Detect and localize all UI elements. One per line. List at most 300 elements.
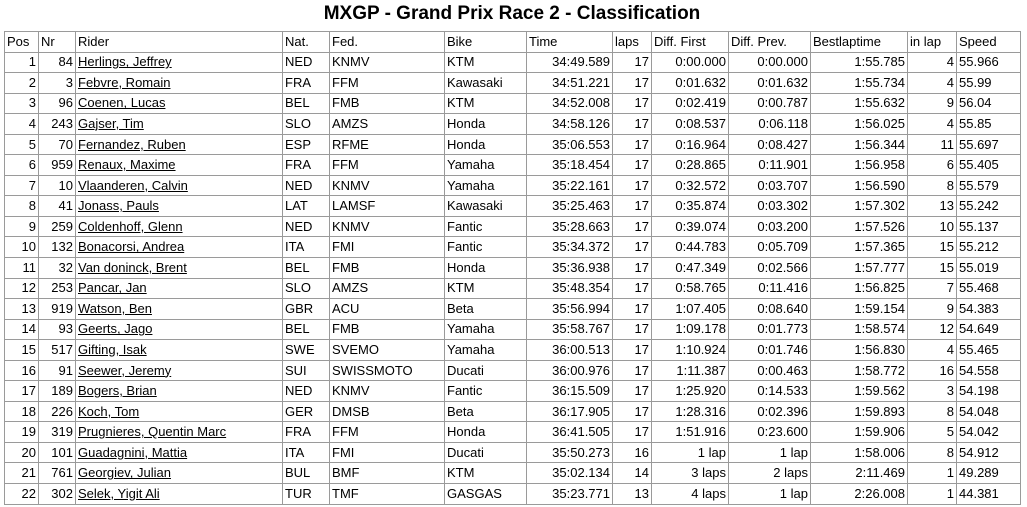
pos-cell: 11 — [5, 258, 39, 279]
laps-cell: 17 — [613, 422, 652, 443]
bike-cell: Fantic — [445, 237, 527, 258]
time-cell: 36:15.509 — [527, 381, 613, 402]
diff-prev-cell: 0:01.746 — [729, 340, 811, 361]
rider-link[interactable]: Bonacorsi, Andrea — [78, 239, 185, 255]
col-header-bike: Bike — [445, 32, 527, 53]
table-row — [5, 258, 1021, 279]
bike-cell: Ducati — [445, 442, 527, 463]
nr-cell: 517 — [39, 340, 76, 361]
diff-prev-cell: 1 lap — [729, 484, 811, 505]
nat-cell: NED — [283, 175, 330, 196]
diff-prev-cell: 0:08.427 — [729, 134, 811, 155]
bestlaptime-cell: 1:55.785 — [811, 52, 908, 73]
rider-cell — [76, 93, 283, 114]
in-lap-cell: 11 — [908, 134, 957, 155]
fed-cell: FFM — [330, 422, 445, 443]
rider-link[interactable]: Georgiev, Julian — [78, 465, 171, 481]
laps-cell: 17 — [613, 216, 652, 237]
col-header-rider: Rider — [76, 32, 283, 53]
nr-cell: 226 — [39, 401, 76, 422]
laps-cell: 17 — [613, 299, 652, 320]
bike-cell: Yamaha — [445, 340, 527, 361]
laps-cell: 16 — [613, 442, 652, 463]
pos-cell: 4 — [5, 114, 39, 135]
nr-cell: 3 — [39, 73, 76, 94]
laps-cell: 17 — [613, 93, 652, 114]
in-lap-cell: 7 — [908, 278, 957, 299]
diff-first-cell: 1:07.405 — [652, 299, 729, 320]
diff-first-cell: 0:02.419 — [652, 93, 729, 114]
rider-cell — [76, 134, 283, 155]
bike-cell: KTM — [445, 278, 527, 299]
rider-link[interactable]: Watson, Ben — [78, 300, 152, 316]
speed-cell: 55.99 — [957, 73, 1021, 94]
table-row — [5, 442, 1021, 463]
nr-cell: 70 — [39, 134, 76, 155]
fed-cell: DMSB — [330, 401, 445, 422]
diff-prev-cell: 0:14.533 — [729, 381, 811, 402]
pos-cell: 21 — [5, 463, 39, 484]
bike-cell: Kawasaki — [445, 196, 527, 217]
nat-cell: FRA — [283, 73, 330, 94]
speed-cell: 55.966 — [957, 52, 1021, 73]
diff-first-cell: 1:09.178 — [652, 319, 729, 340]
pos-cell: 6 — [5, 155, 39, 176]
table-row — [5, 73, 1021, 94]
bestlaptime-cell: 1:56.590 — [811, 175, 908, 196]
in-lap-cell: 10 — [908, 216, 957, 237]
table-row — [5, 216, 1021, 237]
speed-cell: 55.137 — [957, 216, 1021, 237]
in-lap-cell: 6 — [908, 155, 957, 176]
diff-prev-cell: 0:00.000 — [729, 52, 811, 73]
in-lap-cell: 8 — [908, 442, 957, 463]
in-lap-cell: 15 — [908, 258, 957, 279]
col-header-laps: laps — [613, 32, 652, 53]
nr-cell: 10 — [39, 175, 76, 196]
rider-cell — [76, 319, 283, 340]
fed-cell: KNMV — [330, 381, 445, 402]
laps-cell: 17 — [613, 134, 652, 155]
rider-link[interactable]: Guadagnini, Mattia — [78, 444, 188, 460]
results-table — [4, 31, 1021, 505]
bestlaptime-cell: 1:59.893 — [811, 401, 908, 422]
fed-cell: BMF — [330, 463, 445, 484]
pos-cell: 7 — [5, 175, 39, 196]
bike-cell: KTM — [445, 463, 527, 484]
nr-cell: 101 — [39, 442, 76, 463]
diff-prev-cell: 0:03.707 — [729, 175, 811, 196]
time-cell: 35:28.663 — [527, 216, 613, 237]
table-row — [5, 422, 1021, 443]
speed-cell: 56.04 — [957, 93, 1021, 114]
time-cell: 35:22.161 — [527, 175, 613, 196]
table-row — [5, 134, 1021, 155]
time-cell: 35:18.454 — [527, 155, 613, 176]
fed-cell: FMI — [330, 442, 445, 463]
rider-link[interactable]: Seewer, Jeremy — [78, 362, 172, 378]
in-lap-cell: 4 — [908, 340, 957, 361]
rider-link[interactable]: Febvre, Romain — [78, 74, 171, 90]
bestlaptime-cell: 1:55.632 — [811, 93, 908, 114]
pos-cell: 19 — [5, 422, 39, 443]
fed-cell: SVEMO — [330, 340, 445, 361]
diff-first-cell: 1:51.916 — [652, 422, 729, 443]
pos-cell: 13 — [5, 299, 39, 320]
diff-prev-cell: 0:05.709 — [729, 237, 811, 258]
nr-cell: 132 — [39, 237, 76, 258]
bike-cell: Honda — [445, 134, 527, 155]
rider-cell — [76, 175, 283, 196]
results-body — [5, 52, 1021, 504]
diff-prev-cell: 0:06.118 — [729, 114, 811, 135]
time-cell: 35:48.354 — [527, 278, 613, 299]
diff-first-cell: 0:28.865 — [652, 155, 729, 176]
bike-cell: Beta — [445, 299, 527, 320]
nr-cell: 96 — [39, 93, 76, 114]
rider-cell — [76, 299, 283, 320]
speed-cell: 55.579 — [957, 175, 1021, 196]
diff-first-cell: 0:44.783 — [652, 237, 729, 258]
bike-cell: Honda — [445, 422, 527, 443]
rider-link[interactable]: Bogers, Brian — [78, 383, 157, 399]
speed-cell: 55.019 — [957, 258, 1021, 279]
table-row — [5, 484, 1021, 505]
col-header-speed: Speed — [957, 32, 1021, 53]
nr-cell: 91 — [39, 360, 76, 381]
rider-link[interactable]: Vlaanderen, Calvin — [78, 177, 188, 193]
diff-first-cell: 0:58.765 — [652, 278, 729, 299]
diff-first-cell: 0:01.632 — [652, 73, 729, 94]
rider-link[interactable]: Herlings, Jeffrey — [78, 54, 172, 70]
rider-cell — [76, 73, 283, 94]
laps-cell: 17 — [613, 196, 652, 217]
fed-cell: LAMSF — [330, 196, 445, 217]
table-row — [5, 114, 1021, 135]
diff-prev-cell: 2 laps — [729, 463, 811, 484]
nat-cell: NED — [283, 381, 330, 402]
bike-cell: KTM — [445, 93, 527, 114]
pos-cell: 12 — [5, 278, 39, 299]
rider-cell — [76, 360, 283, 381]
diff-first-cell: 0:35.874 — [652, 196, 729, 217]
pos-cell: 15 — [5, 340, 39, 361]
diff-prev-cell: 0:23.600 — [729, 422, 811, 443]
col-header-bestlaptime: Bestlaptime — [811, 32, 908, 53]
bestlaptime-cell: 1:57.526 — [811, 216, 908, 237]
fed-cell: FMB — [330, 93, 445, 114]
rider-cell — [76, 442, 283, 463]
laps-cell: 17 — [613, 258, 652, 279]
fed-cell: KNMV — [330, 175, 445, 196]
fed-cell: FMB — [330, 258, 445, 279]
rider-link[interactable]: Van doninck, Brent — [78, 259, 187, 275]
diff-prev-cell: 0:03.200 — [729, 216, 811, 237]
table-row — [5, 237, 1021, 258]
time-cell: 36:00.513 — [527, 340, 613, 361]
bike-cell: Honda — [445, 114, 527, 135]
table-header-row — [5, 32, 1021, 53]
speed-cell: 54.558 — [957, 360, 1021, 381]
nat-cell: NED — [283, 52, 330, 73]
diff-first-cell: 1 lap — [652, 442, 729, 463]
diff-first-cell: 1:10.924 — [652, 340, 729, 361]
bestlaptime-cell: 1:58.006 — [811, 442, 908, 463]
bestlaptime-cell: 1:56.344 — [811, 134, 908, 155]
fed-cell: KNMV — [330, 52, 445, 73]
rider-link[interactable]: Jonass, Pauls — [78, 198, 159, 214]
in-lap-cell: 4 — [908, 52, 957, 73]
laps-cell: 17 — [613, 175, 652, 196]
nat-cell: TUR — [283, 484, 330, 505]
rider-link[interactable]: Selek, Yigit Ali — [78, 485, 160, 501]
speed-cell: 54.649 — [957, 319, 1021, 340]
in-lap-cell: 3 — [908, 381, 957, 402]
time-cell: 35:02.134 — [527, 463, 613, 484]
col-header-nr: Nr — [39, 32, 76, 53]
nat-cell: BUL — [283, 463, 330, 484]
col-header-in-lap: in lap — [908, 32, 957, 53]
table-row — [5, 401, 1021, 422]
page-title: MXGP - Grand Prix Race 2 - Classification — [323, 3, 701, 24]
laps-cell: 17 — [613, 52, 652, 73]
rider-cell — [76, 196, 283, 217]
laps-cell: 17 — [613, 73, 652, 94]
time-cell: 34:58.126 — [527, 114, 613, 135]
bestlaptime-cell: 1:55.734 — [811, 73, 908, 94]
time-cell: 35:34.372 — [527, 237, 613, 258]
fed-cell: FFM — [330, 73, 445, 94]
rider-link[interactable]: Gifting, Isak — [78, 341, 147, 357]
rider-cell — [76, 422, 283, 443]
table-row — [5, 196, 1021, 217]
time-cell: 36:17.905 — [527, 401, 613, 422]
bestlaptime-cell: 1:58.574 — [811, 319, 908, 340]
bike-cell: Kawasaki — [445, 73, 527, 94]
table-row — [5, 463, 1021, 484]
time-cell: 35:25.463 — [527, 196, 613, 217]
time-cell: 36:41.505 — [527, 422, 613, 443]
table-row — [5, 175, 1021, 196]
diff-prev-cell: 0:00.787 — [729, 93, 811, 114]
fed-cell: AMZS — [330, 278, 445, 299]
fed-cell: ACU — [330, 299, 445, 320]
table-row — [5, 360, 1021, 381]
diff-prev-cell: 0:08.640 — [729, 299, 811, 320]
speed-cell: 54.198 — [957, 381, 1021, 402]
diff-first-cell: 0:00.000 — [652, 52, 729, 73]
rider-link[interactable]: Fernandez, Ruben — [78, 136, 186, 152]
time-cell: 34:49.589 — [527, 52, 613, 73]
diff-prev-cell: 0:02.396 — [729, 401, 811, 422]
laps-cell: 17 — [613, 114, 652, 135]
pos-cell: 3 — [5, 93, 39, 114]
rider-link[interactable]: Coldenhoff, Glenn — [78, 218, 183, 234]
nr-cell: 319 — [39, 422, 76, 443]
in-lap-cell: 13 — [908, 196, 957, 217]
laps-cell: 17 — [613, 401, 652, 422]
time-cell: 35:50.273 — [527, 442, 613, 463]
in-lap-cell: 15 — [908, 237, 957, 258]
nr-cell: 919 — [39, 299, 76, 320]
bike-cell: Beta — [445, 401, 527, 422]
nr-cell: 41 — [39, 196, 76, 217]
fed-cell: FFM — [330, 155, 445, 176]
diff-prev-cell: 1 lap — [729, 442, 811, 463]
in-lap-cell: 9 — [908, 299, 957, 320]
nr-cell: 302 — [39, 484, 76, 505]
fed-cell: FMI — [330, 237, 445, 258]
laps-cell: 17 — [613, 340, 652, 361]
bestlaptime-cell: 1:59.154 — [811, 299, 908, 320]
rider-link[interactable]: Gajser, Tim — [78, 115, 144, 131]
speed-cell: 54.042 — [957, 422, 1021, 443]
table-row — [5, 155, 1021, 176]
rider-link[interactable]: Renaux, Maxime — [78, 157, 176, 173]
bike-cell: Yamaha — [445, 319, 527, 340]
bestlaptime-cell: 1:58.772 — [811, 360, 908, 381]
diff-first-cell: 1:28.316 — [652, 401, 729, 422]
bestlaptime-cell: 2:11.469 — [811, 463, 908, 484]
rider-link[interactable]: Geerts, Jago — [78, 321, 153, 337]
pos-cell: 5 — [5, 134, 39, 155]
time-cell: 35:58.767 — [527, 319, 613, 340]
diff-prev-cell: 0:00.463 — [729, 360, 811, 381]
bestlaptime-cell: 1:57.777 — [811, 258, 908, 279]
rider-cell — [76, 463, 283, 484]
col-header-time: Time — [527, 32, 613, 53]
diff-first-cell: 0:47.349 — [652, 258, 729, 279]
col-header-nat: Nat. — [283, 32, 330, 53]
nr-cell: 243 — [39, 114, 76, 135]
nr-cell: 959 — [39, 155, 76, 176]
rider-link[interactable]: Prugnieres, Quentin Marc — [78, 424, 227, 440]
diff-first-cell: 0:32.572 — [652, 175, 729, 196]
nr-cell: 761 — [39, 463, 76, 484]
rider-cell — [76, 484, 283, 505]
rider-link[interactable]: Pancar, Jan — [78, 280, 147, 296]
nr-cell: 259 — [39, 216, 76, 237]
diff-first-cell: 3 laps — [652, 463, 729, 484]
nat-cell: SWE — [283, 340, 330, 361]
time-cell: 34:51.221 — [527, 73, 613, 94]
nat-cell: SUI — [283, 360, 330, 381]
nat-cell: BEL — [283, 258, 330, 279]
bestlaptime-cell: 1:59.906 — [811, 422, 908, 443]
table-row — [5, 278, 1021, 299]
col-header-diff-first: Diff. First — [652, 32, 729, 53]
speed-cell: 49.289 — [957, 463, 1021, 484]
speed-cell: 55.212 — [957, 237, 1021, 258]
bike-cell: GASGAS — [445, 484, 527, 505]
speed-cell: 55.697 — [957, 134, 1021, 155]
rider-link[interactable]: Koch, Tom — [78, 403, 140, 419]
in-lap-cell: 4 — [908, 114, 957, 135]
diff-first-cell: 1:25.920 — [652, 381, 729, 402]
rider-cell — [76, 216, 283, 237]
nat-cell: ITA — [283, 237, 330, 258]
nat-cell: BEL — [283, 319, 330, 340]
speed-cell: 55.405 — [957, 155, 1021, 176]
nat-cell: ESP — [283, 134, 330, 155]
bestlaptime-cell: 1:57.302 — [811, 196, 908, 217]
rider-cell — [76, 237, 283, 258]
fed-cell: AMZS — [330, 114, 445, 135]
nat-cell: SLO — [283, 278, 330, 299]
diff-first-cell: 0:39.074 — [652, 216, 729, 237]
in-lap-cell: 8 — [908, 401, 957, 422]
fed-cell: RFME — [330, 134, 445, 155]
nr-cell: 32 — [39, 258, 76, 279]
col-header-pos: Pos — [5, 32, 39, 53]
pos-cell: 9 — [5, 216, 39, 237]
nr-cell: 253 — [39, 278, 76, 299]
nat-cell: FRA — [283, 155, 330, 176]
rider-cell — [76, 340, 283, 361]
laps-cell: 17 — [613, 381, 652, 402]
rider-link[interactable]: Coenen, Lucas — [78, 95, 166, 111]
pos-cell: 22 — [5, 484, 39, 505]
diff-first-cell: 4 laps — [652, 484, 729, 505]
table-row — [5, 93, 1021, 114]
pos-cell: 17 — [5, 381, 39, 402]
fed-cell: SWISSMOTO — [330, 360, 445, 381]
bestlaptime-cell: 1:56.830 — [811, 340, 908, 361]
bike-cell: Ducati — [445, 360, 527, 381]
in-lap-cell: 1 — [908, 484, 957, 505]
speed-cell: 44.381 — [957, 484, 1021, 505]
laps-cell: 17 — [613, 278, 652, 299]
rider-cell — [76, 52, 283, 73]
bike-cell: Honda — [445, 258, 527, 279]
diff-prev-cell: 0:01.773 — [729, 319, 811, 340]
table-row — [5, 381, 1021, 402]
time-cell: 36:00.976 — [527, 360, 613, 381]
laps-cell: 17 — [613, 319, 652, 340]
diff-prev-cell: 0:11.416 — [729, 278, 811, 299]
laps-cell: 17 — [613, 237, 652, 258]
in-lap-cell: 1 — [908, 463, 957, 484]
nat-cell: SLO — [283, 114, 330, 135]
speed-cell: 54.383 — [957, 299, 1021, 320]
bike-cell: Fantic — [445, 381, 527, 402]
diff-prev-cell: 0:02.566 — [729, 258, 811, 279]
nr-cell: 93 — [39, 319, 76, 340]
table-row — [5, 340, 1021, 361]
diff-first-cell: 0:16.964 — [652, 134, 729, 155]
table-row — [5, 319, 1021, 340]
col-header-diff-prev: Diff. Prev. — [729, 32, 811, 53]
in-lap-cell: 9 — [908, 93, 957, 114]
bestlaptime-cell: 1:56.958 — [811, 155, 908, 176]
nat-cell: LAT — [283, 196, 330, 217]
nr-cell: 84 — [39, 52, 76, 73]
nat-cell: GBR — [283, 299, 330, 320]
speed-cell: 55.468 — [957, 278, 1021, 299]
bestlaptime-cell: 1:59.562 — [811, 381, 908, 402]
rider-cell — [76, 381, 283, 402]
rider-cell — [76, 114, 283, 135]
bestlaptime-cell: 1:56.825 — [811, 278, 908, 299]
pos-cell: 18 — [5, 401, 39, 422]
speed-cell: 54.912 — [957, 442, 1021, 463]
pos-cell: 14 — [5, 319, 39, 340]
diff-prev-cell: 0:01.632 — [729, 73, 811, 94]
speed-cell: 55.242 — [957, 196, 1021, 217]
pos-cell: 20 — [5, 442, 39, 463]
in-lap-cell: 8 — [908, 175, 957, 196]
rider-cell — [76, 155, 283, 176]
